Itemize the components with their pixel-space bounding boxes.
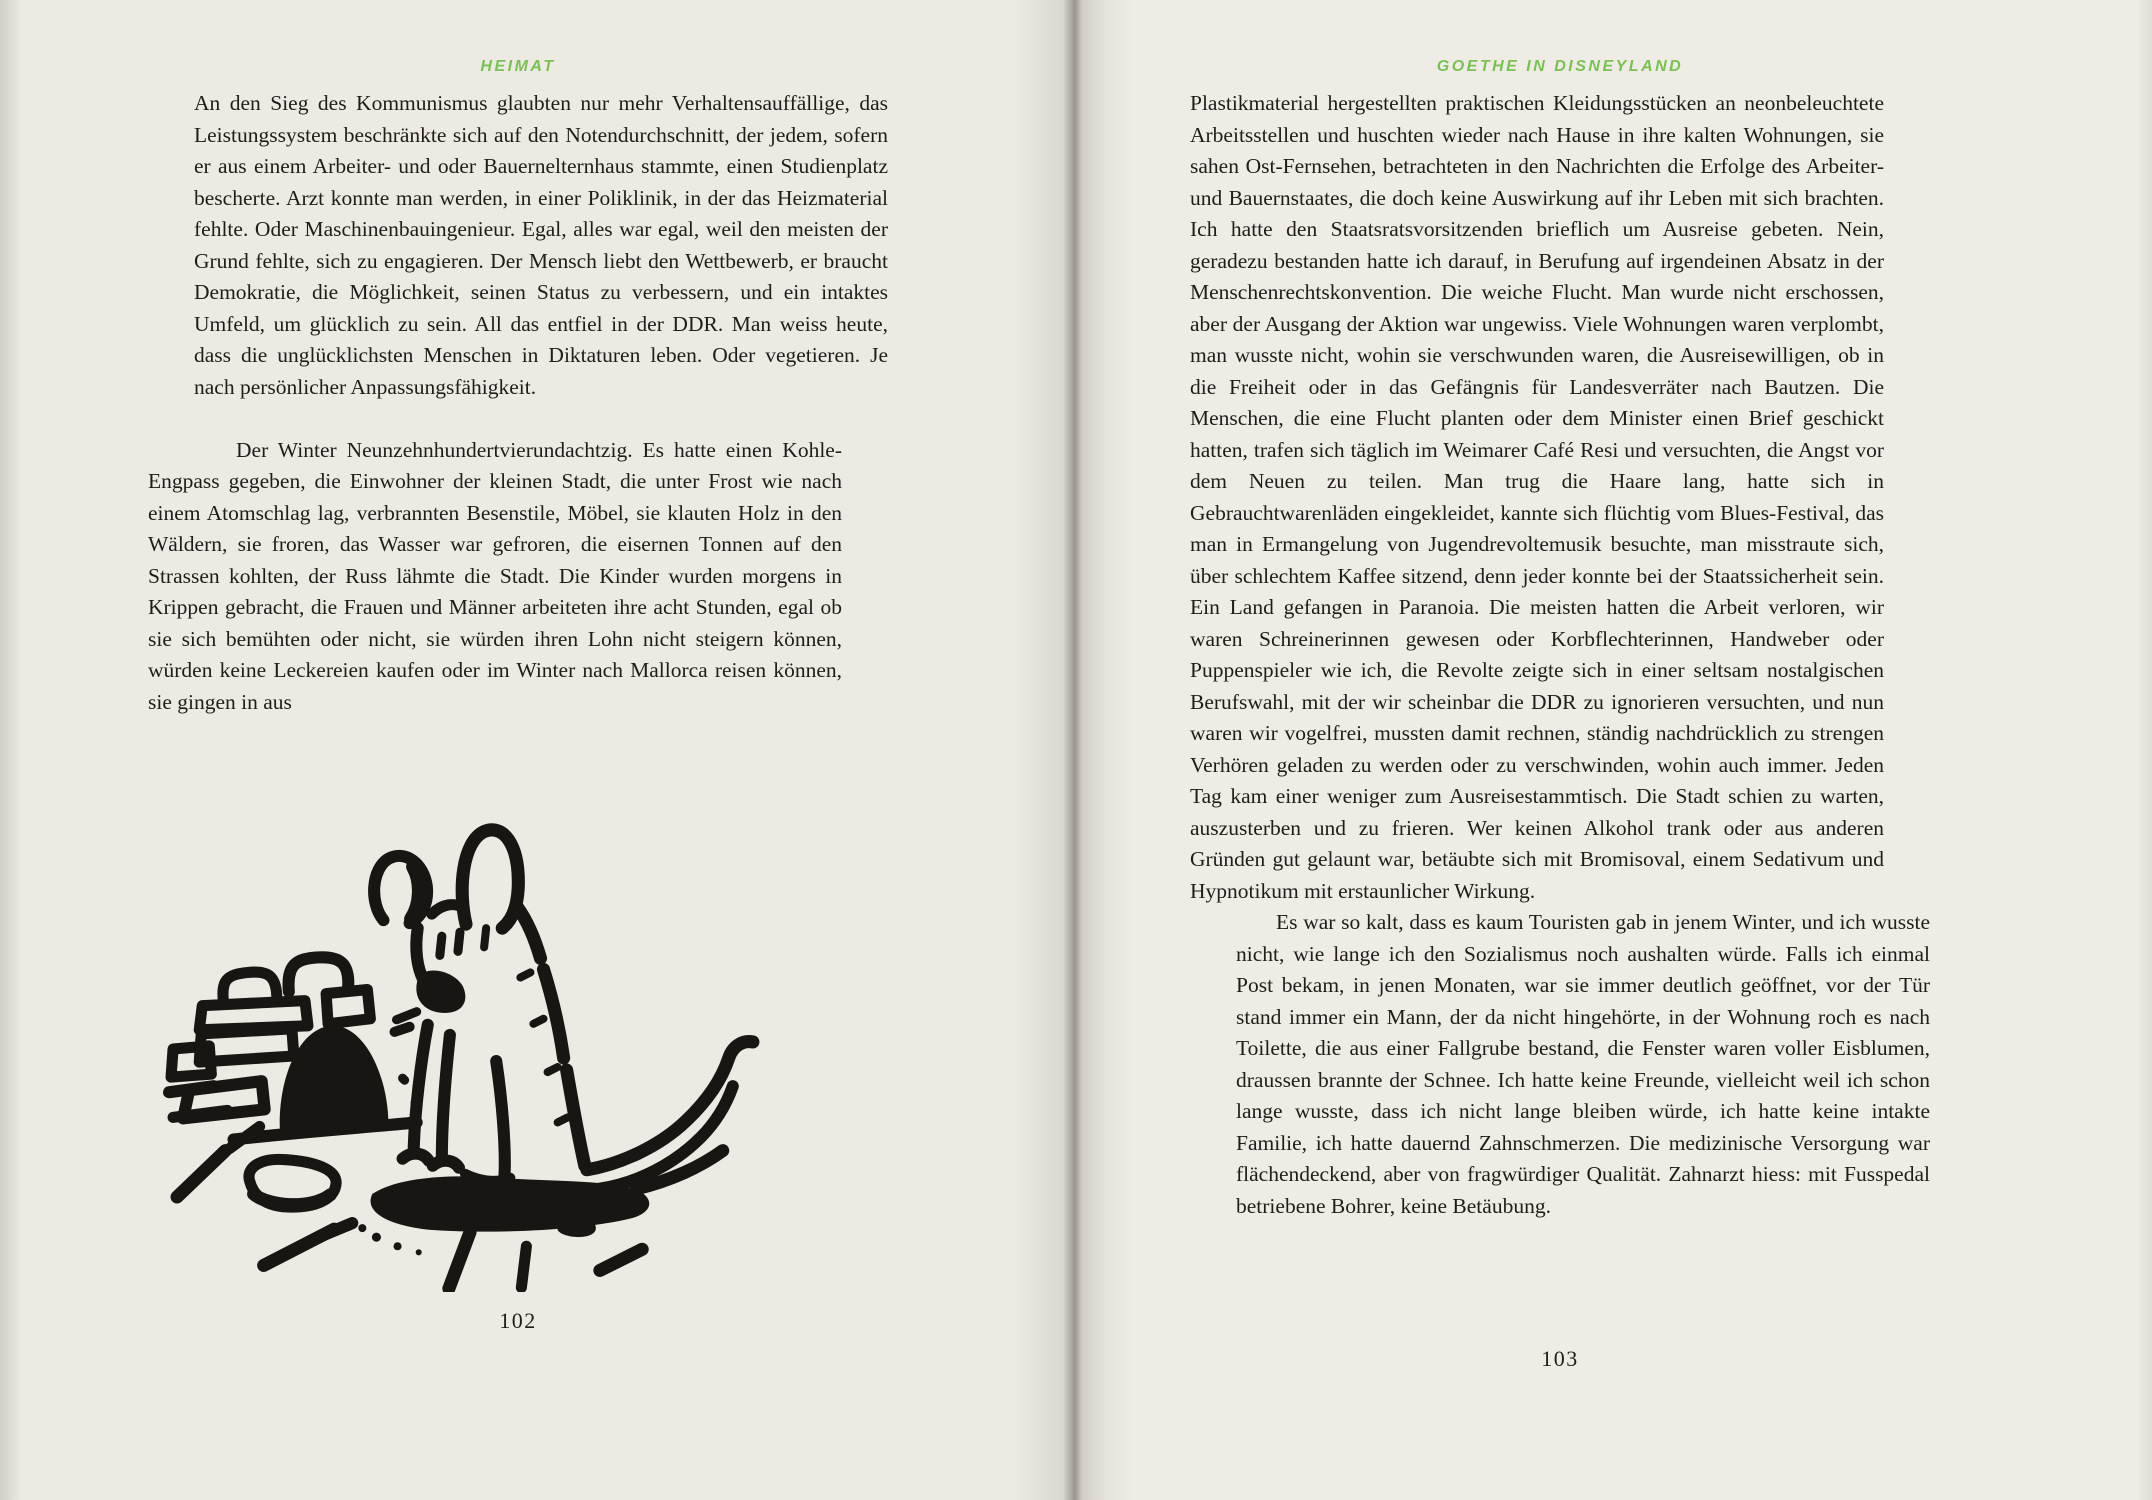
running-head-left: HEIMAT xyxy=(480,58,556,75)
body-text-left xyxy=(148,88,888,718)
mouse-illustration xyxy=(163,818,767,1292)
stone-drawing xyxy=(249,1159,336,1207)
mouse-drawing xyxy=(371,830,753,1232)
paragraph: Es war so kalt, dass es kaum Touristen gab in jenem Winter, und ich wusste nicht, wie lange ich den Sozialismus noch aushalten würde. Falls ich einmal Post bekam, in jenen Monaten, war sie immer deutlich geöffnet, vor der Tür stand immer ein Mann, der da nicht hingehörte, in der Wohnung roch es nach Toilette, die aus einer Fallgrube bestand, die Fenster waren voller Eisblumen, draussen brannte der Schnee. Ich hatte keine Freunde, vielleicht weil ich schon lange wusste, dass ich nicht lange bleiben würde, ich hatte keine intakte Familie, ich hatte dauernd Zahnschmerzen. Die medizinische Versorgung war flächendeckend, aber von fragwürdiger Qualität. Zahnarzt hiess: mit Fusspedal betriebene Bohrer, keine Betäubung. xyxy=(1236,910,1930,1218)
paragraph: An den Sieg des Kommunismus glaubten nur mehr Verhaltensauffällige, das Leistungssystem beschränkte sich auf den Notendurchschnitt, der jedem, sofern er aus einem Arbeiter- und oder Bauernelternhaus stammte, einen Studienplatz bescherte. Arzt konnte man werden, in einer Poliklinik, in der das Heizmaterial fehlte. Oder Maschinenbauingenieur. Egal, alles war egal, weil den meisten der Grund fehlte, sich zu engagieren. Der Mensch liebt den Wettbewerb, er braucht Demokratie, die Möglichkeit, seinen Status zu verbessern, und ein intaktes Umfeld, um glücklich zu sein. All das entfiel in der DDR. Man weiss heute, dass die unglücklichsten Menschen in Diktaturen leben. Oder vegetieren. Je nach persönlicher Anpassungsfähigkeit. xyxy=(194,91,888,399)
page-number-left: 102 xyxy=(499,1308,537,1333)
paragraph: Plastikmaterial hergestellten praktischen Kleidungsstücken an neonbeleuchtete Arbeitsstellen und huschten wieder nach Hause in ihre kalten Wohnungen, sie sahen Ost-Fernsehen, betrachteten in den Nachrichten die Erfolge des Arbeiter- und Bauernstaates, die doch keine Auswirkung auf ihr Leben mit sich brachten. Ich hatte den Staatsratsvorsitzenden brieflich um Ausreise gebeten. Nein, geradezu bestanden hatte ich darauf, in Berufung auf irgendeinen Absatz in der Menschenrechtskonvention. Die weiche Flucht. Man wurde nicht erschossen, aber der Ausgang der Aktion war ungewiss. Viele Wohnungen waren verplombt, man wusste nicht, wohin sie verschwunden waren, die Ausreisewilligen, ob in die Freiheit oder in das Gefängnis für Landesverräter nach Bautzen. Die Menschen, die eine Flucht planten oder dem Minister einen Brief geschickt hatten, trafen sich täglich im Weimarer Café Resi und versuchten, die Angst vor dem Neuen zu teilen. Man trug die Haare lang, hatte sich in Gebrauchtwarenläden eingekleidet, kannte sich flüchtig vom Blues-Festival, das man in Ermangelung von Jugendrevoltemusik besuchte, man misstraute sich, über schlechtem Kaffee sitzend, denn jeder konnte bei der Staatssicherheit sein. Ein Land gefangen in Paranoia. Die meisten hatten die Arbeit verloren, wir waren Schreinerinnen gewesen oder Korbflechterinnen, Handweber oder Puppenspieler wie ich, die Revolte zeigte sich in einer seltsam nostalgischen Berufswahl, mit der wir scheinbar die DDR zu ignorieren versuchten, und nun waren wir vogelfrei, mussten damit rechnen, ständig nachdrücklich zu strengen Verhören geladen zu werden oder zu verschwinden, wohin auch immer. Jeden Tag kam einer weniger zum Ausreisestammtisch. Die Stadt schien zu warten, auszusterben und zu frieren. Wer keinen Alkohol trank oder aus anderen Gründen gut gelaunt war, betäubte sich mit Bromisoval, einem Sedativum und Hypnotikum mit erstaunlicher Wirkung. xyxy=(1190,91,1884,903)
body-text-right xyxy=(1190,88,1930,1222)
page-number-right: 103 xyxy=(1541,1346,1579,1371)
running-head-right: GOETHE IN DISNEYLAND xyxy=(1436,58,1684,75)
paragraph: Der Winter Neunzehnhundertvierundachtzig. Es hatte einen Kohle-Engpass gegeben, die Einwohner der kleinen Stadt, die unter Frost wie nach einem Atomschlag lag, verbrannten Besenstile, Möbel, sie klauten Holz in den Wäldern, sie froren, das Wasser war gefroren, die eisernen Tonnen auf den Strassen kohlten, der Russ lähmte die Stadt. Die Kinder wurden morgens in Krippen gebracht, die Frauen und Männer arbeiteten ihre acht Stunden, egal ob sie sich bemühten oder nicht, sie würden ihren Lohn nicht steigern können, würden keine Leckereien kaufen oder im Winter nach Mallorca reisen können, sie gingen in aus xyxy=(148,437,842,714)
